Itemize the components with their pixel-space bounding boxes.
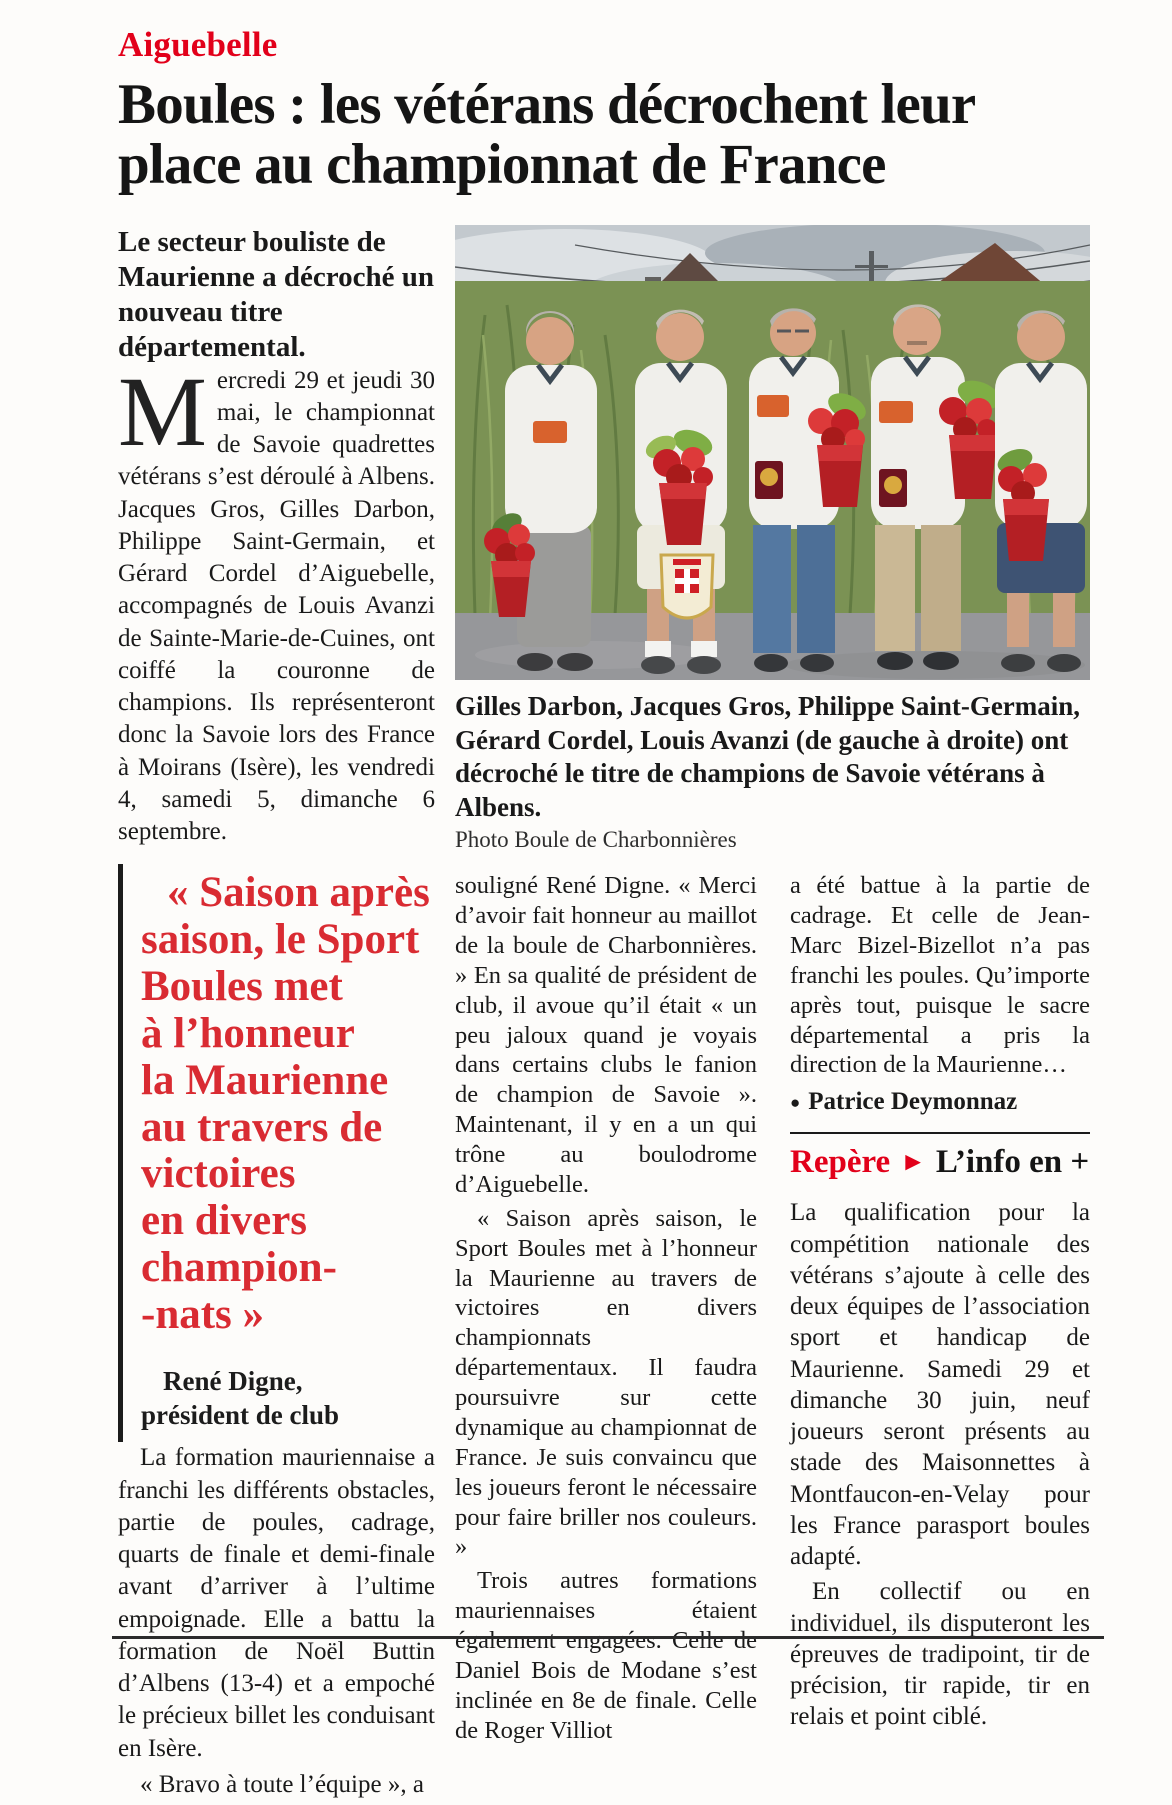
paragraph: « Bravo à toute l’équipe », a: [140, 1770, 424, 1798]
pull-quote-line: à l’honneur: [141, 1009, 355, 1057]
paragraph: [118, 355, 435, 849]
paragraph: Trois autres formations mauriennaises étaient également engagées. Celle de Daniel Bois de Modane s’est inclinée en 8e de finale. Celle de Roger Villiot: [455, 1567, 757, 1744]
headline-line-1: Boules : les vétérans décrochent leur: [118, 72, 976, 136]
pull-quote-line: « Saison après: [167, 869, 430, 917]
paragraph: La formation mauriennaise a franchi les différents obstacles, partie de poules, cadrage, quarts de finale et demi-finale avant d’arriver à l’ultime empoignade. Elle a battu la formation de Noël Buttin d’Albens (13-4) et a empoché le précieux billet les conduisant en Isère.: [118, 1444, 435, 1762]
headline-line-2: place au championnat de France: [118, 132, 886, 196]
repere-box: [790, 1132, 1090, 1732]
pull-quote: [118, 864, 435, 1442]
headline: [118, 72, 1090, 196]
byline-bullet-icon: ●: [790, 1092, 801, 1112]
pull-quote-line: la Maurienne: [141, 1056, 389, 1104]
paragraph: La qualification pour la compétition nationale des vétérans s’ajoute à celle des deux équipes de l’association sport et handicap de Maurienne. Samedi 29 et dimanche 30 juin, neuf joueurs seront présents au stade des Maisonnettes à Montfaucon-en-Velay pour les France parasport boules adapté.: [790, 1199, 1090, 1571]
lede: Le secteur bouliste de Maurienne a décroché un nouveau titre départemental.: [118, 226, 435, 363]
paragraph: souligné René Digne. « Merci d’avoir fait honneur au maillot de la boule de Charbonnières. » En sa qualité de président de club, il avoue qu’il était « un peu jaloux quand je voyais dans certains clubs le fanion de champion de Savoie ». Maintenant, il y en a un qui trône au boulodrome d’Aiguebelle.: [455, 872, 757, 1198]
article-body: [118, 225, 1090, 1805]
paragraph: « Saison après saison, le Sport Boules met à l’honneur la Maurienne au travers de victoires en divers championnats départementaux. Il faudra poursuivre sur cette dynamique au championnat de France. Je suis convaincu que les joueurs feront le nécessaire pour faire briller nos couleurs. »: [455, 1204, 757, 1561]
pull-quote-line: saison, le Sport: [141, 916, 420, 964]
team-photo-illustration: [455, 225, 1090, 680]
page-bottom-rule: [112, 1636, 1104, 1639]
quote-attribution-name: René Digne,: [163, 1365, 303, 1396]
middle-column: [455, 871, 757, 1749]
repere-title: L’info en +: [935, 1144, 1090, 1181]
paragraph: En collectif ou en individuel, ils disputeront les épreuves de tradipoint, tir de précision, tir rapide, tir en relais et point ciblé.: [790, 1578, 1090, 1731]
pull-quote-line: victoires: [141, 1150, 296, 1198]
drop-cap: M: [118, 355, 207, 467]
text-columns: [455, 871, 1090, 1749]
kicker: Aiguebelle: [118, 25, 278, 64]
quote-attribution-role: président de club: [141, 1399, 340, 1430]
pull-quote-line: Boules met: [141, 962, 343, 1010]
pull-quote-line: au travers de: [141, 1103, 383, 1151]
paragraph: a été battue à la partie de cadrage. Et celle de Jean-Marc Bizel-Bizellot n’a pas franchi les poules. Qu’importe après tout, puisque le sacre départemental a pris la direction de la Maurienne…: [790, 872, 1090, 1079]
byline: [790, 1088, 1090, 1116]
repere-arrow-icon: ►: [900, 1147, 926, 1177]
photo-credit: Photo Boule de Charbonnières: [455, 827, 737, 853]
quote-attribution: [141, 1365, 435, 1433]
pull-quote-line: en divers: [141, 1197, 308, 1245]
right-column: [790, 871, 1090, 1749]
right-area: [455, 225, 1090, 1805]
photo-caption: Gilles Darbon, Jacques Gros, Philippe Saint-Germain, Gérard Cordel, Louis Avanzi (de gauche à droite) ont décroché le titre de champions de Savoie vétérans à Albens.: [455, 691, 1081, 822]
left-column: [118, 225, 435, 1805]
team-photo: [455, 225, 1090, 680]
pull-quote-line: champion-: [141, 1244, 337, 1292]
byline-name: Patrice Deymonnaz: [808, 1088, 1018, 1116]
repere-header: [790, 1144, 1090, 1181]
paragraph-text: ercredi 29 et jeudi 30 mai, le championnat de Savoie quadrettes vétérans s’est déroulé à Albens. Jacques Gros, Gilles Darbon, Philippe Saint-Germain, et Gérard Cordel d’Aiguebelle, accompagnés de Louis Avanzi de Sainte-Marie-de-Cuines, ont coiffé la couronne de champions. Ils représenteront donc la Savoie lors des France à Moirans (Isère), les vendredi 4, samedi 5, dimanche 6 septembre.: [118, 366, 435, 845]
pull-quote-line: -nats »: [141, 1290, 265, 1338]
repere-label: Repère: [790, 1144, 891, 1181]
